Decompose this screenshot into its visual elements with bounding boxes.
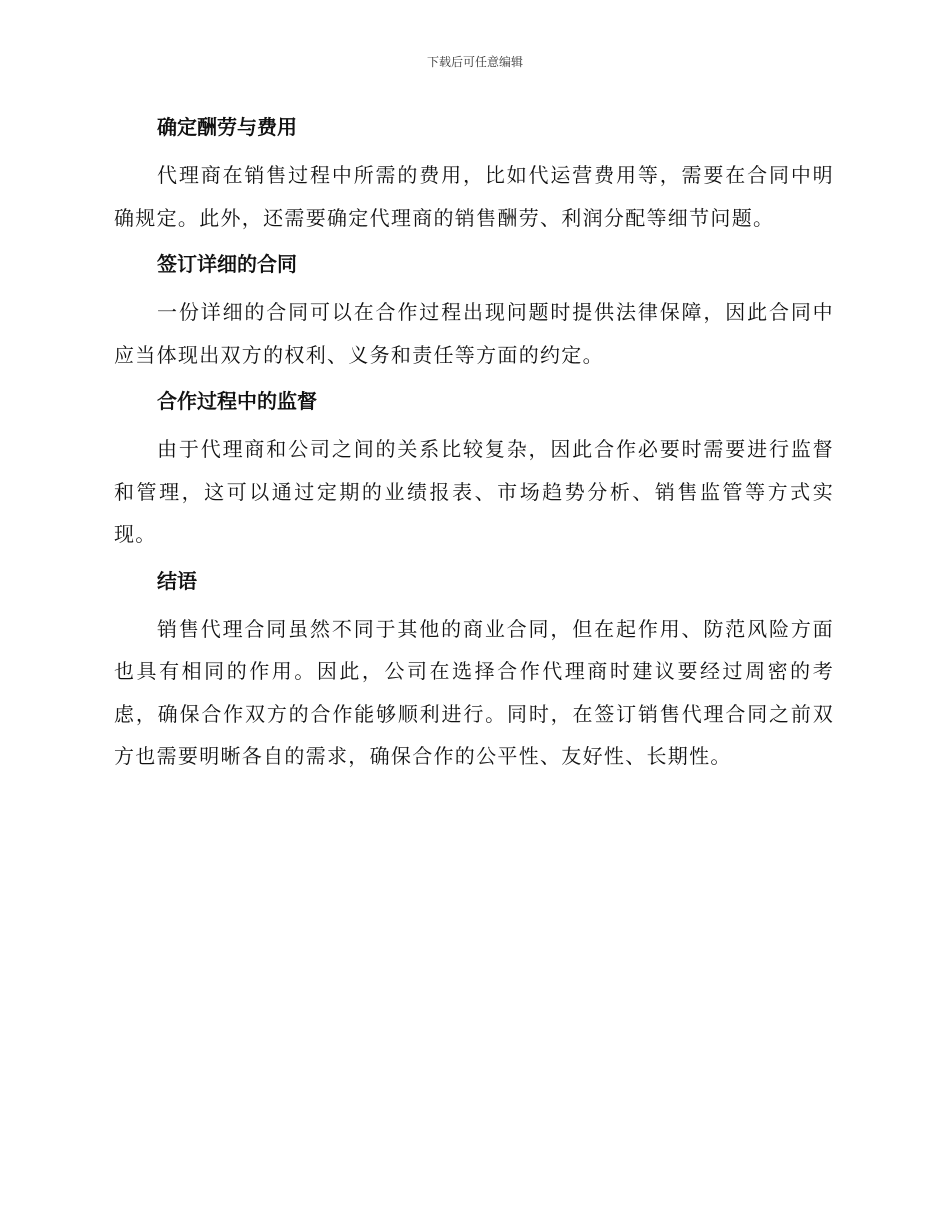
section-heading-contract: 签订详细的合同 <box>157 252 297 276</box>
section-heading-remuneration: 确定酬劳与费用 <box>157 115 297 139</box>
section-heading-conclusion: 结语 <box>157 568 197 593</box>
section-paragraph-supervision: 由于代理商和公司之间的关系比较复杂，因此合作必要时需要进行监督和管理，这可以通过定期的业绩报表、市场趋势分析、销售监管等方式实现。 <box>114 437 834 546</box>
section-paragraph-conclusion: 销售代理合同虽然不同于其他的商业合同，但在起作用、防范风险方面也具有相同的作用。因此，公司在选择合作代理商时建议要经过周密的考虑，确保合作双方的合作能够顺利进行。同时，在签订销售代理合同之前双方也需要明晰各自的需求，确保合作的公平性、友好性、长期性。 <box>114 616 834 768</box>
section-paragraph-contract: 一份详细的合同可以在合作过程出现问题时提供法律保障，因此合同中应当体现出双方的权利、义务和责任等方面的约定。 <box>114 300 834 367</box>
section-paragraph-remuneration: 代理商在销售过程中所需的费用，比如代运营费用等，需要在合同中明确规定。此外，还需要确定代理商的销售酬劳、利润分配等细节问题。 <box>114 163 834 230</box>
document-body <box>114 112 834 778</box>
page-header: 下载后可任意编辑 <box>426 55 523 69</box>
section-heading-supervision: 合作过程中的监督 <box>157 389 317 413</box>
